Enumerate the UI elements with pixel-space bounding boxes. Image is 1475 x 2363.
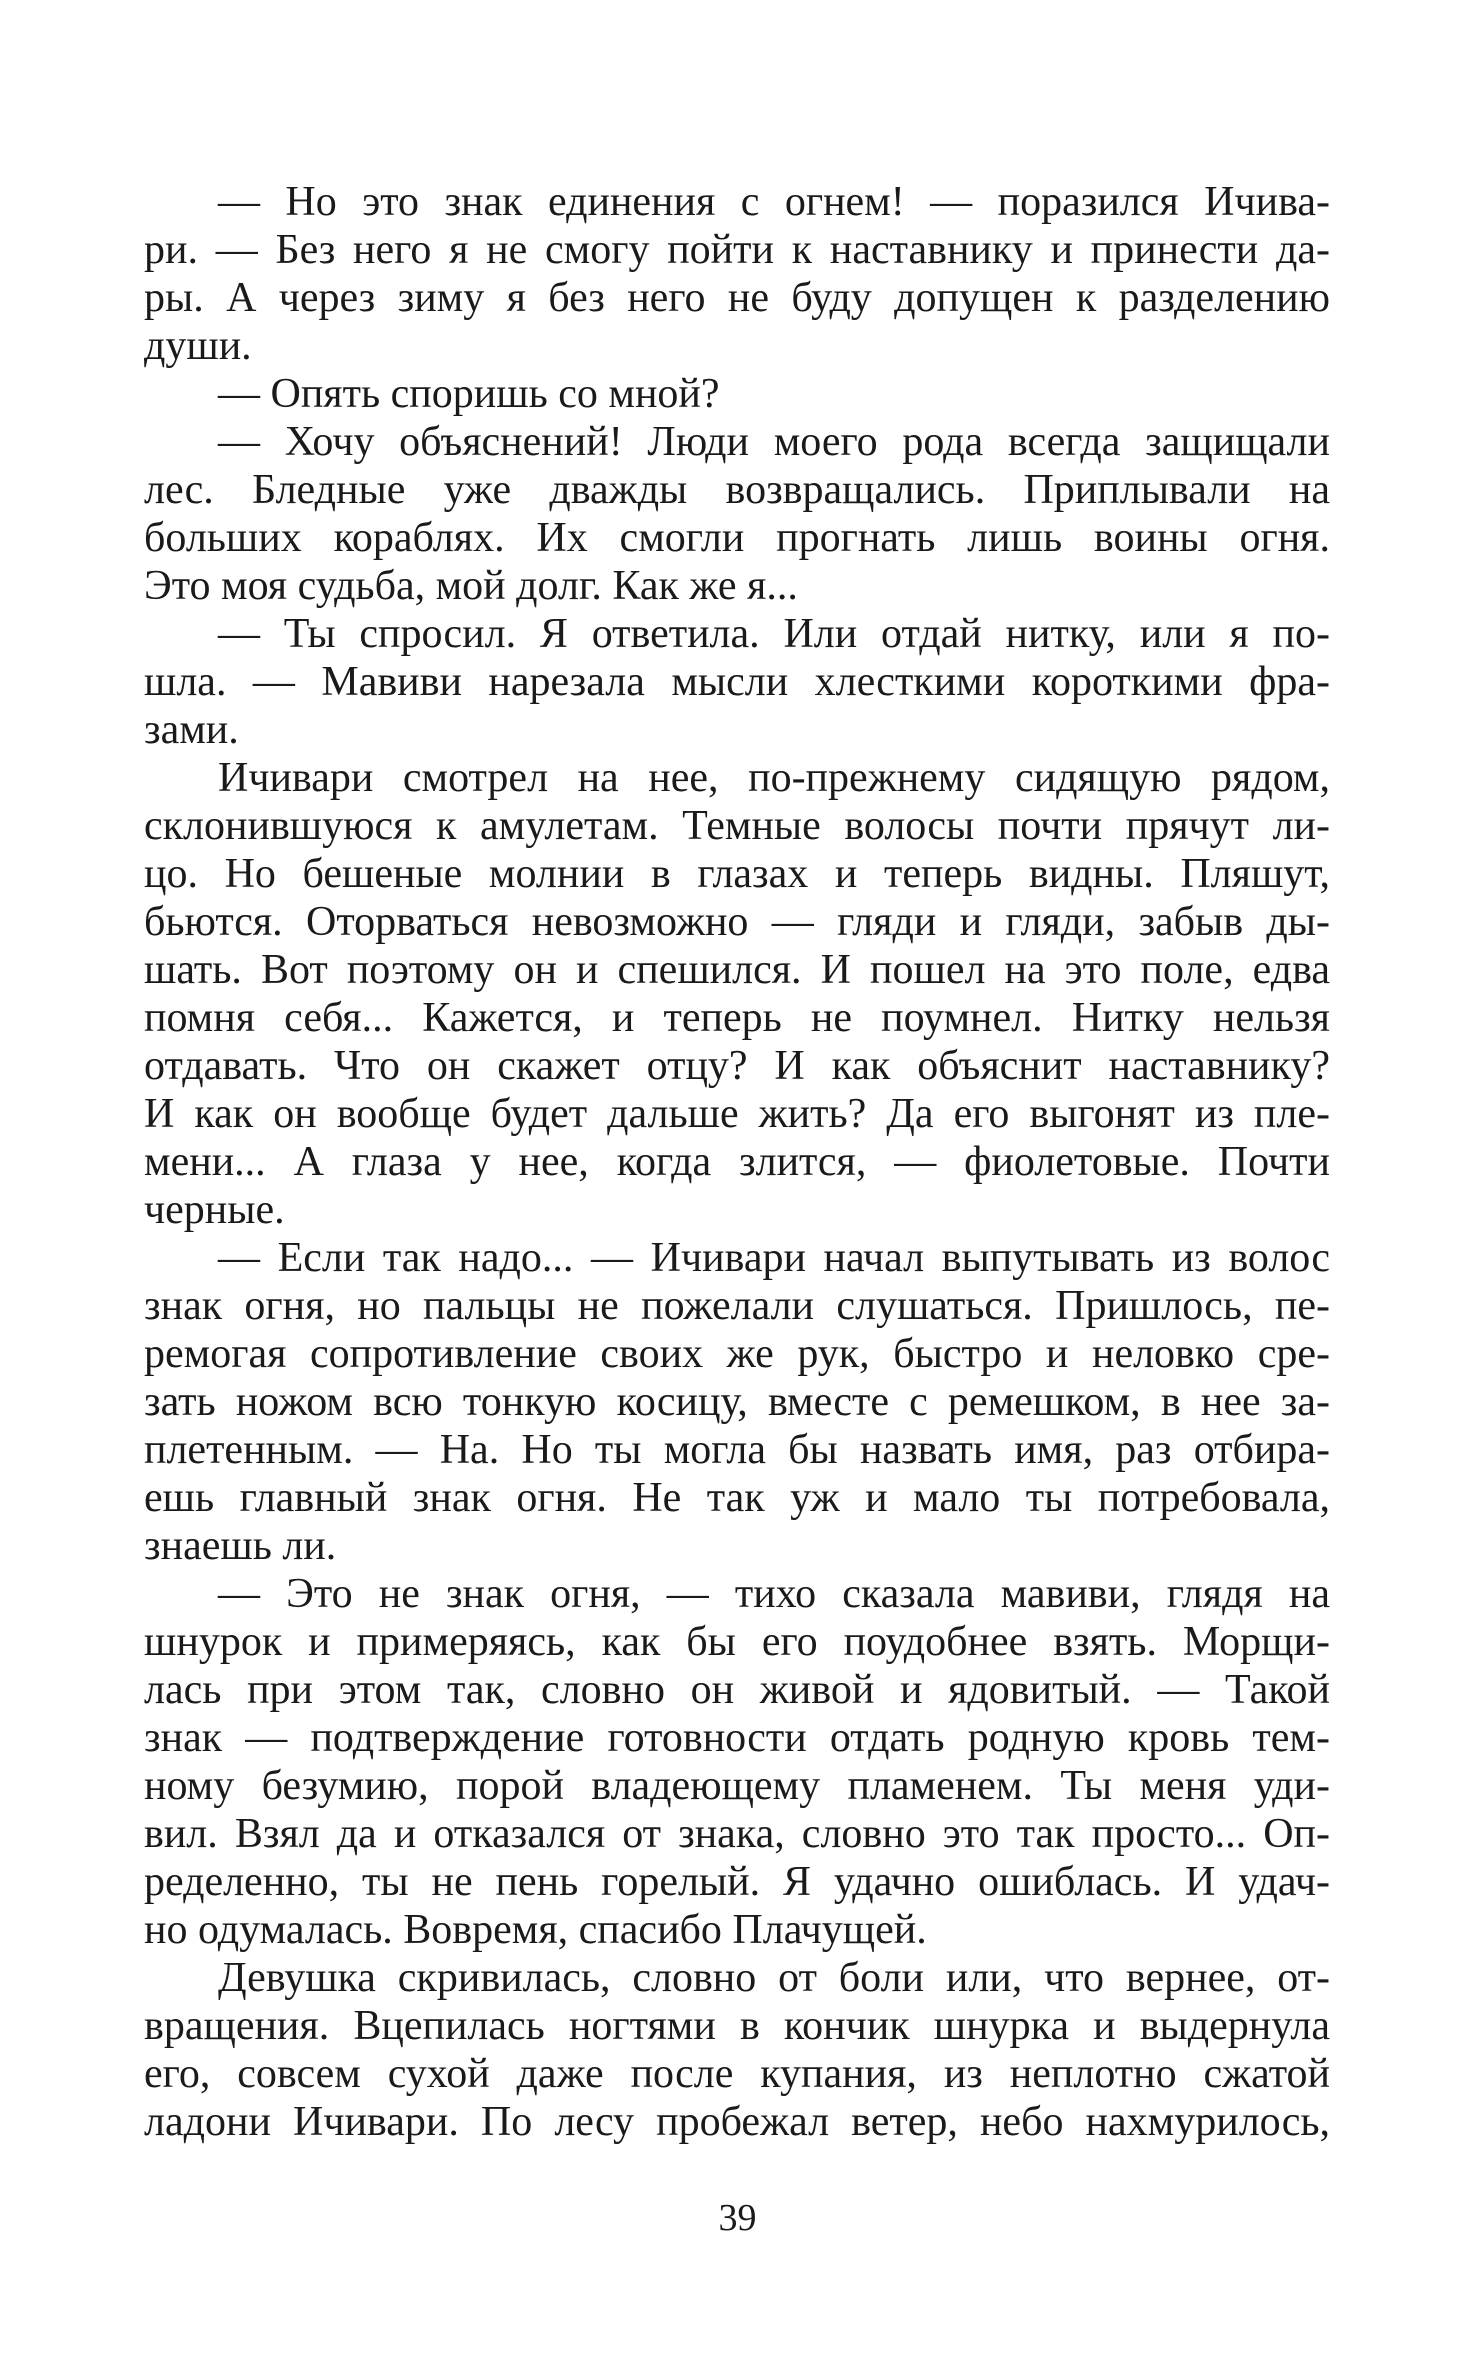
text-line: души.	[144, 323, 252, 369]
text-line: зать ножом всю тонкую косицу, вместе с ремешком, в нее за-	[144, 1379, 1330, 1425]
text-line: ному безумию, порой владеющему пламенем. Ты меня уди-	[144, 1763, 1330, 1809]
text-line: — Это не знак огня, — тихо сказала мавиви, глядя на	[218, 1571, 1330, 1617]
text-line: ры. А через зиму я без него не буду допущен к разделению	[144, 275, 1330, 321]
text-line: его, совсем сухой даже после купания, из неплотно сжатой	[144, 2051, 1330, 2097]
text-line: лась при этом так, словно он живой и ядовитый. — Такой	[144, 1667, 1330, 1713]
text-line: ределенно, ты не пень горелый. Я удачно ошиблась. И удач-	[144, 1859, 1330, 1905]
text-line: зами.	[144, 707, 239, 753]
text-line: Ичивари смотрел на нее, по-прежнему сидящую рядом,	[218, 755, 1330, 801]
text-line: ремогая сопротивление своих же рук, быстро и неловко сре-	[144, 1331, 1330, 1377]
text-line: но одумалась. Вовремя, спасибо Плачущей.	[144, 1907, 927, 1953]
text-line: И как он вообще будет дальше жить? Да его выгонят из пле-	[144, 1091, 1330, 1137]
text-line: — Если так надо... — Ичивари начал выпутывать из волос	[218, 1235, 1330, 1281]
text-line: склонившуюся к амулетам. Темные волосы почти прячут ли-	[144, 803, 1330, 849]
text-line: помня себя... Кажется, и теперь не поумнел. Нитку нельзя	[144, 995, 1330, 1041]
text-line: ладони Ичивари. По лесу пробежал ветер, небо нахмурилось,	[144, 2099, 1330, 2145]
body-text	[144, 178, 1330, 2146]
text-line: знаешь ли.	[144, 1523, 337, 1569]
text-line: шать. Вот поэтому он и спешился. И пошел на это поле, едва	[144, 947, 1330, 993]
text-line: шла. — Мавиви нарезала мысли хлесткими короткими фра-	[144, 659, 1330, 705]
text-line: ри. — Без него я не смогу пойти к наставнику и принести да-	[144, 227, 1330, 273]
text-line: ешь главный знак огня. Не так уж и мало ты потребовала,	[144, 1475, 1330, 1521]
page-number: 39	[718, 2197, 757, 2239]
text-line: — Хочу объяснений! Люди моего рода всегда защищали	[218, 419, 1330, 465]
text-line: вил. Взял да и отказался от знака, словно это так просто... Оп-	[144, 1811, 1330, 1857]
text-line: плетенным. — На. Но ты могла бы назвать имя, раз отбира-	[144, 1427, 1330, 1473]
text-line: лес. Бледные уже дважды возвращались. Приплывали на	[144, 467, 1330, 513]
text-line: знак огня, но пальцы не пожелали слушаться. Пришлось, пе-	[144, 1283, 1330, 1329]
text-line: бьются. Оторваться невозможно — гляди и гляди, забыв ды-	[144, 899, 1330, 945]
text-line: цо. Но бешеные молнии в глазах и теперь видны. Пляшут,	[144, 851, 1330, 897]
text-line: больших кораблях. Их смогли прогнать лишь воины огня.	[144, 515, 1330, 561]
text-line: вращения. Вцепилась ногтями в кончик шнурка и выдернула	[144, 2003, 1330, 2049]
text-line: — Но это знак единения с огнем! — поразился Ичива-	[218, 179, 1330, 225]
text-line: — Опять споришь со мной?	[218, 371, 720, 417]
text-line: отдавать. Что он скажет отцу? И как объяснит наставнику?	[144, 1043, 1330, 1089]
text-line: черные.	[144, 1187, 285, 1233]
text-line: мени... А глаза у нее, когда злится, — фиолетовые. Почти	[144, 1139, 1330, 1185]
text-line: Девушка скривилась, словно от боли или, что вернее, от-	[218, 1955, 1330, 2001]
text-line: — Ты спросил. Я ответила. Или отдай нитку, или я по-	[218, 611, 1330, 657]
text-line: шнурок и примеряясь, как бы его поудобнее взять. Морщи-	[144, 1619, 1330, 1665]
text-line: Это моя судьба, мой долг. Как же я...	[144, 563, 798, 609]
text-line: знак — подтверждение готовности отдать родную кровь тем-	[144, 1715, 1330, 1761]
